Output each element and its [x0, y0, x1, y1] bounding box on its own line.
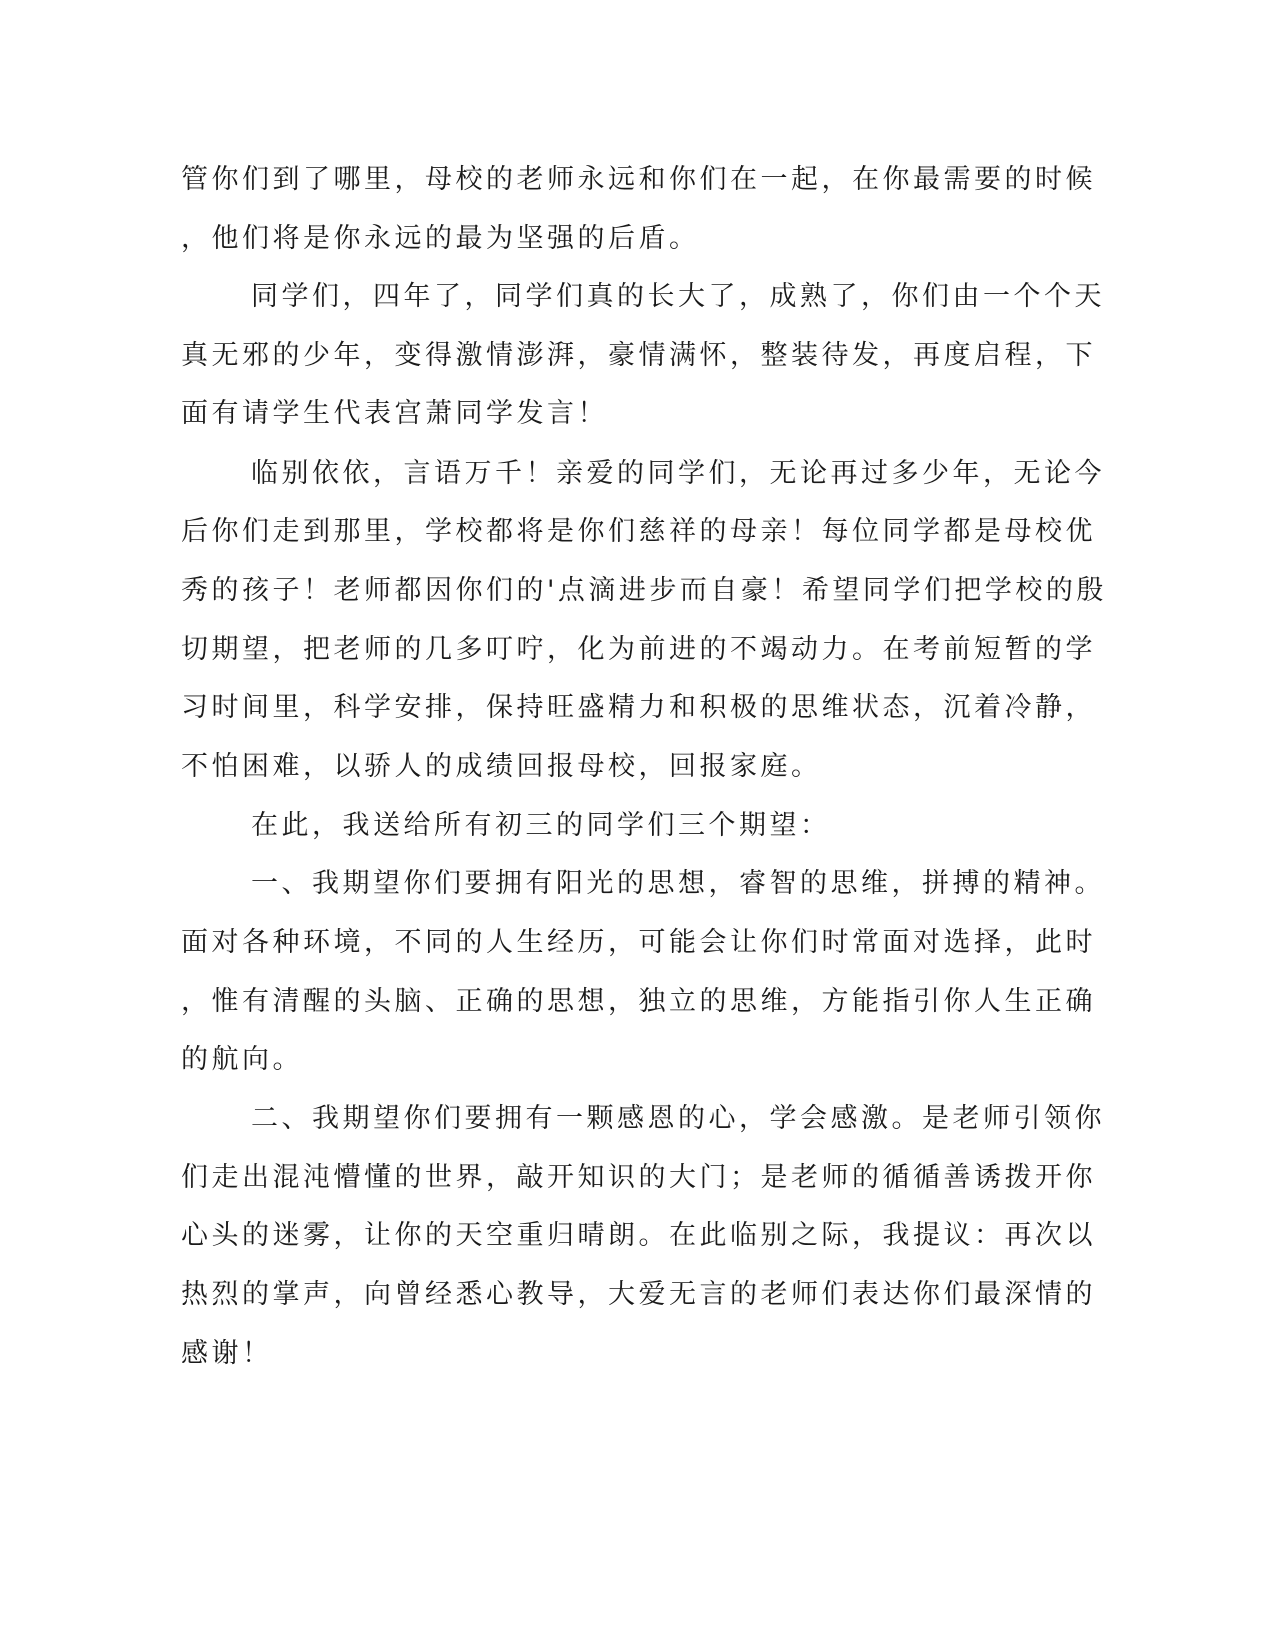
text-line-7: 后你们走到那里，学校都将是你们慈祥的母亲！每位同学都是母校优: [181, 516, 1096, 547]
text-line-20: 热烈的掌声，向曾经悉心教导，大爱无言的老师们表达你们最深情的: [181, 1279, 1096, 1310]
text-line-6: 临别依依，言语万千！亲爱的同学们，无论再过多少年，无论今: [251, 458, 1105, 489]
text-line-1: 管你们到了哪里，母校的老师永远和你们在一起，在你最需要的时候: [181, 164, 1096, 195]
text-line-10: 习时间里，科学安排，保持旺盛精力和积极的思维状态，沉着冷静，: [181, 692, 1096, 723]
text-line-14: 面对各种环境，不同的人生经历，可能会让你们时常面对选择，此时: [181, 927, 1096, 958]
text-line-4: 真无邪的少年，变得激情澎湃，豪情满怀，整装待发，再度启程，下: [181, 340, 1096, 371]
text-line-5: 面有请学生代表宫萧同学发言！: [181, 398, 608, 429]
text-line-2: ，他们将是你永远的最为坚强的后盾。: [181, 223, 700, 254]
text-line-17: 二、我期望你们要拥有一颗感恩的心，学会感激。是老师引领你: [251, 1103, 1105, 1134]
text-line-13: 一、我期望你们要拥有阳光的思想，睿智的思维，拼搏的精神。: [251, 868, 1105, 899]
text-line-12: 在此，我送给所有初三的同学们三个期望：: [251, 810, 831, 841]
text-line-15: ，惟有清醒的头脑、正确的思想，独立的思维，方能指引你人生正确: [181, 986, 1096, 1017]
text-line-8: 秀的孩子！老师都因你们的'点滴进步而自豪！希望同学们把学校的殷: [181, 575, 1107, 606]
text-line-3: 同学们，四年了，同学们真的长大了，成熟了，你们由一个个天: [251, 281, 1105, 312]
text-line-16: 的航向。: [181, 1044, 303, 1075]
text-line-11: 不怕困难，以骄人的成绩回报母校，回报家庭。: [181, 751, 822, 782]
text-line-18: 们走出混沌懵懂的世界，敲开知识的大门；是老师的循循善诱拨开你: [181, 1162, 1096, 1193]
text-line-21: 感谢！: [181, 1338, 273, 1369]
text-line-9: 切期望，把老师的几多叮咛，化为前进的不竭动力。在考前短暂的学: [181, 634, 1096, 665]
text-line-19: 心头的迷雾，让你的天空重归晴朗。在此临别之际，我提议：再次以: [181, 1220, 1096, 1251]
